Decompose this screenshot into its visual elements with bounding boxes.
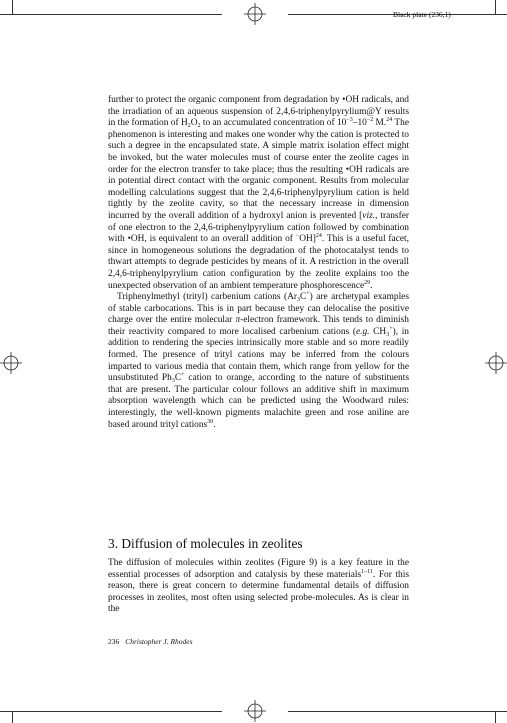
text-run: . [370, 280, 373, 291]
section-heading: 3. Diffusion of molecules in zeolites [108, 536, 303, 551]
text-run: CH [369, 326, 387, 337]
text-run: O [190, 118, 198, 129]
text-run: radicals are in potential direct contact with the organic component. Results from molecular modelling calculations suggest that the 2,4,6-triphenylpyrylium cation is held tightly by the zeolite cavity, so that the necessary increase in dimension incurred by the overall addition of a hydroxyl anion is prevented [ [108, 164, 409, 221]
text-run: . For this reason, there is great concern to determine fundamental details of diffusion processes in zeolites, most often using selected probe-molecules. As is clear in the [108, 569, 409, 615]
italic-text: viz. [362, 210, 376, 221]
hydroxyl-radical: •OH [345, 164, 363, 175]
text-run: . [213, 419, 216, 430]
citation-ref: 24 [386, 117, 393, 124]
italic-text: e.g. [355, 326, 370, 337]
text-run: C [300, 292, 307, 303]
citation-ref: 30 [207, 418, 214, 425]
hydroxyl-radical: •OH [342, 95, 359, 105]
citation-ref: 24 [315, 233, 322, 240]
crop-rule-right-bottom [495, 711, 496, 723]
text-run: The diffusion of molecules within zeolites (Figure 9) is a key feature in the essential processes of adsorption and catalysis by these materials [108, 558, 409, 580]
registration-mark-right [485, 352, 507, 374]
text-run: OH] [299, 234, 316, 245]
text-run: to an accumulated concentration of 10 [200, 118, 347, 129]
crop-rule-bottom-left [0, 711, 222, 712]
citation-ref: 1–11 [361, 568, 373, 575]
superscript: + [389, 325, 393, 332]
page-number: 236 [108, 637, 120, 646]
paragraph-3 [108, 558, 409, 616]
text-run: , transfer of one electron to the 2,4,6-triphenylpyrylium cation followed by combination with [108, 210, 409, 245]
text-run: The phenomenon is interesting and makes one wonder why the cation is protected to such a degree in the encapsulated state. A simple matrix isolation effect might be invoked, but the water molecules must of course enter the zeolite cages in order for the electron transfer to take place; thus the resulting [108, 118, 410, 175]
body-text [108, 95, 409, 431]
plate-label: Black plate (236,1) [393, 10, 451, 19]
subscript: 3 [386, 331, 390, 338]
crop-rule-bottom-right [288, 711, 507, 712]
subscript: 2 [197, 123, 201, 130]
registration-mark-left [0, 352, 22, 374]
text-run: , is equivalent to an overall addition of [144, 234, 296, 245]
text-run: –10 [352, 118, 367, 129]
paragraph-1 [108, 95, 409, 292]
superscript: + [181, 372, 185, 379]
page-footer [108, 637, 308, 646]
text-run: . This is a useful facet, since in homogeneous solutions the degradation of the photocatalyst tends to thwart attempts to degrade pesticides by means of it. A restriction in the overall 2,4,6-triphenylpyrylium cation configuration by the zeolite explains too the unexpected observation of an ambient temperature phosphorescence [108, 234, 409, 291]
text-run: ), in addition to rendering the species intrinsically more stable and so more readily formed. The presence of trityl cations may be inferred from the colours imparted to various media that contain them, which range from yellow for the unsubstituted Ph [108, 326, 409, 384]
text-run: -electron framework. This tends to diminish their reactivity compared to more localised carbenium cations ( [108, 315, 409, 337]
text-run: M. [373, 118, 387, 129]
text-run: ) are archetypal examples of stable carbocations. This is in part because they can delocalise the positive charge over the entire molecular [108, 292, 409, 326]
text-run: Triphenylmethyl (trityl) carbenium cations (Ar [117, 292, 298, 303]
superscript: − [295, 233, 300, 240]
crop-rule-left-bottom [12, 711, 13, 723]
section-text [108, 558, 409, 616]
subscript: 3 [297, 297, 301, 304]
superscript: + [306, 291, 310, 298]
subscript: 2 [187, 123, 191, 130]
text-run: radicals, and the irradiation of an aqueous suspension of 2,4,6-triphenylpyrylium@Y results in the formation of H [108, 95, 409, 129]
crop-rule-right-top [495, 0, 496, 14]
author-name: Christopher J. Rhodes [125, 637, 193, 646]
text-run: C [174, 373, 182, 384]
crop-rule-top-left [0, 14, 222, 15]
citation-ref: 29 [364, 279, 371, 286]
paragraph-2 [108, 292, 409, 431]
text-run: further to protect the organic component from degradation by [108, 95, 343, 105]
registration-mark-top [244, 3, 266, 25]
crop-rule-left-top [12, 0, 13, 14]
italic-text: π [235, 315, 241, 326]
text-run: cation to orange, according to the nature of substituents that are present. The particular colour follows an additive shift in maximum absorption wavelength which can be predicted using the Woodward rules: interestingly, the well-known pigments malachite green and rose aniline are based around trityl cations [108, 373, 410, 430]
subscript: 3 [171, 378, 175, 385]
hydroxyl-radical: •OH [127, 234, 145, 245]
superscript: −2 [366, 117, 374, 124]
registration-mark-bottom [244, 700, 266, 722]
superscript: −3 [346, 117, 353, 124]
